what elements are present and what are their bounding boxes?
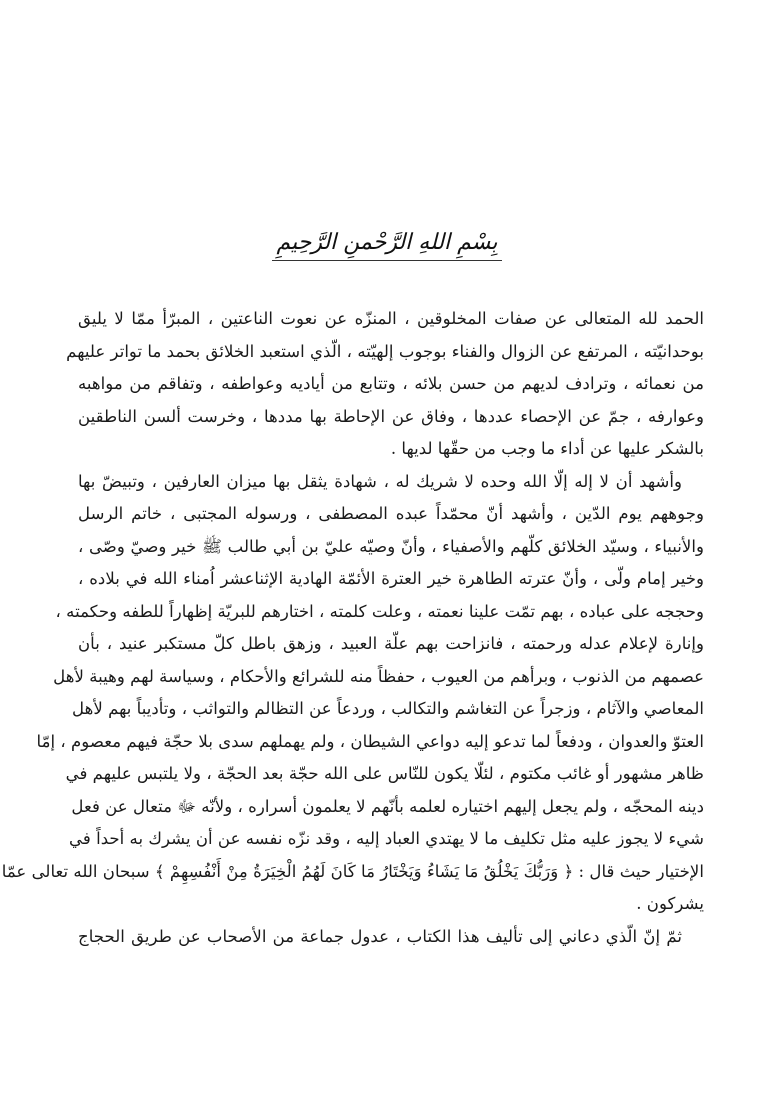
- text-line: الحمد لله المتعالى عن صفات المخلوقين ، المنزّه عن نعوت الناعتين ، المبرّأ ممّا لا يليق: [78, 309, 704, 328]
- text-line: المعاصي والآثام ، وزجراً عن التغاشم والتكالب ، وردعاً عن التظالم والتواثب ، وتأديباً بهم لأهل: [72, 699, 704, 718]
- text-line: شيء لا يجوز عليه مثل تكليف ما لا يهتدي العباد إليه ، وقد نزّه نفسه عن أن يشرك به أحداً في: [69, 829, 704, 848]
- text-line: وأشهد أن لا إله إلّا الله وحده لا شريك له ، شهادة يثقل بها ميزان العارفين ، وتبيضّ بها: [78, 471, 682, 491]
- text-line: وحججه على عباده ، بهم تمّت علينا نعمته ، وعلت كلمته ، اختارهم للبريّة إظهاراً للطفه وحكمته ،: [55, 601, 704, 621]
- text-line: العتوّ والعدوان ، ودفعاً لما تدعو إليه دواعي الشيطان ، ولم يهملهم سدى بلا حجّة فيهم معصوم ، إمّا: [36, 731, 704, 751]
- text-line: يشركون .: [636, 894, 704, 913]
- quran-verse-line: الإختيار حيث قال : ﴿ وَرَبُّكَ يَخْلُقُ مَا يَشَاءُ وَيَخْتَارُ مَا كَانَ لَهُمُ الْخِيَرَةُ مِنْ أَنْفُسِهِمْ ﴾ سبحان الله تعالى عمّا: [1, 861, 704, 881]
- basmala-calligraphy: بِسْمِ اللهِ الرَّحْمنِ الرَّحِيمِ: [272, 228, 501, 261]
- text-line: بالشكر عليها عن أداء ما وجب من حقّها لديها .: [390, 439, 704, 458]
- text-line: وعوارفه ، جمّ عن الإحصاء عددها ، وفاق عن الإحاطة بها مددها ، وخرست ألسن الناطقين: [78, 406, 704, 426]
- body-text: [1, 303, 704, 953]
- text-line: بوحدانيّته ، المرتفع عن الزوال والفناء بوجوب إلهيّته ، الّذي استعبد الخلائق بحمد ما تواتر عليهم: [66, 341, 704, 361]
- basmala-heading: [0, 228, 774, 261]
- text-line: وخير إمام ولّى ، وأنّ عترته الطاهرة خير العترة الأئمّة الهادية الإثناعشر اُمناء الله في بلاده ،: [78, 569, 704, 588]
- paragraph-3: [78, 921, 704, 954]
- text-line: ظاهر مشهور أو غائب مكتوم ، لئلّا يكون للنّاس على الله حجّة بعد الحجّة ، ولا يلتبس عليهم في: [65, 764, 704, 783]
- text-line: والأنبياء ، وسيّد الخلائق كلّهم والأصفياء ، وأنّ وصيّه عليّ بن أبي طالب ﷺ خير وصيّ وصّى ،: [78, 536, 704, 556]
- paragraph-1: [66, 303, 704, 466]
- text-line: وجوههم يوم الدّين ، وأشهد أنّ محمّداً عبده المصطفى ، ورسوله المجتبى ، خاتم الرسل: [78, 504, 704, 523]
- text-line: من نعمائه ، وترادف لديهم من حسن بلائه ، وتتابع من أياديه وعواطفه ، وتفاقم من مواهبه: [78, 374, 704, 393]
- text-line: وإنارة لإعلام عدله ورحمته ، فانزاحت بهم علّة العبيد ، وزهق باطل كلّ مستكبر عنيد ، بأن: [78, 634, 704, 653]
- paragraph-2: [1, 466, 704, 921]
- text-line: عصمهم من الذنوب ، وبرأهم من العيوب ، حفظاً منه للشرائع والأحكام ، وسياسة لهم وهيبة لأهل: [53, 666, 704, 686]
- text-line: دينه المحجّه ، ولم يجعل إليهم اختياره لعلمه بأنّهم لا يعلمون أسراره ، ولأنّه ﷻ متعال عن فعل: [71, 796, 704, 816]
- text-line: ثمّ إنّ الّذي دعاني إلى تأليف هذا الكتاب ، عدول جماعة من الأصحاب عن طريق الحجاج: [78, 926, 682, 946]
